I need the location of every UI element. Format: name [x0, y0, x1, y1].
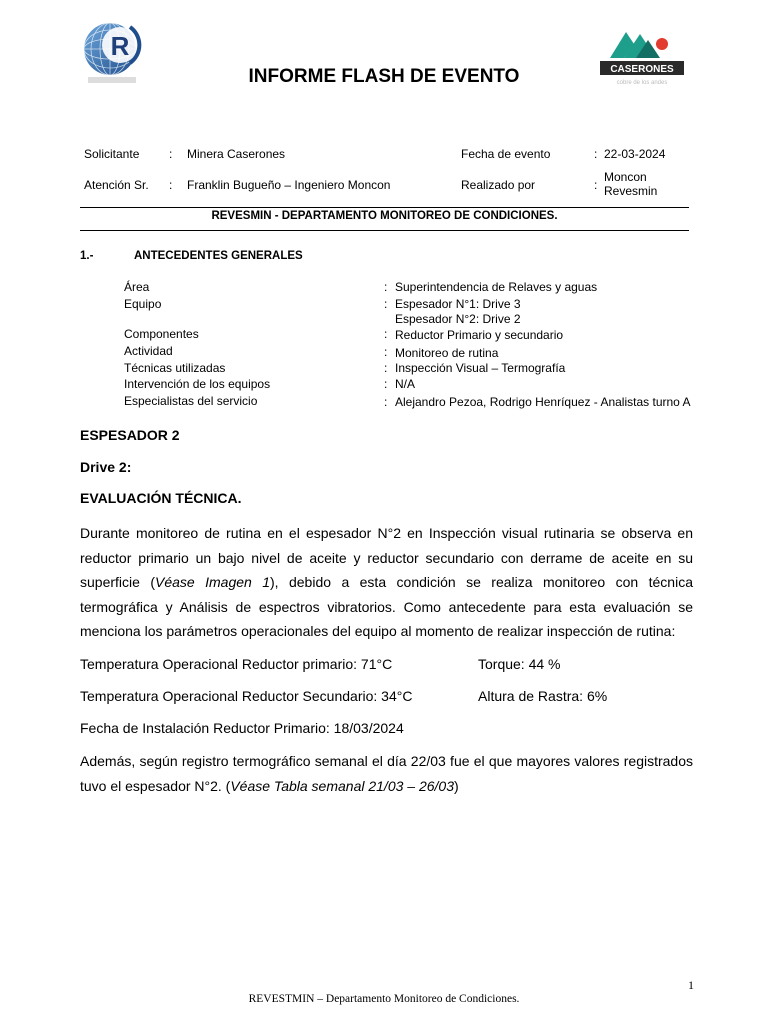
- logo-sub: cobre de los andes: [616, 80, 668, 86]
- colon: :: [594, 178, 598, 192]
- row-label: Técnicas utilizadas: [124, 361, 226, 375]
- colon: :: [384, 361, 388, 375]
- row-value-2: Espesador N°2: Drive 2: [395, 312, 521, 326]
- temp-primario: Temperatura Operacional Reductor primario: 71°C: [80, 656, 393, 672]
- colon: :: [169, 147, 173, 161]
- colon: :: [384, 345, 388, 359]
- colon: :: [384, 377, 388, 391]
- page-number: 1: [688, 978, 694, 992]
- logo-letter: R: [110, 31, 130, 61]
- colon: :: [384, 297, 388, 311]
- row-label: Especialistas del servicio: [124, 394, 258, 408]
- row-value: Espesador N°1: Drive 3: [395, 297, 521, 311]
- thermography-paragraph: [80, 749, 693, 798]
- row-value: N/A: [395, 377, 416, 391]
- fecha-value: 22-03-2024: [604, 147, 666, 161]
- colon: :: [594, 147, 598, 161]
- atencion-label: Atención Sr.: [84, 178, 149, 192]
- realizado-value-1: Moncon: [604, 170, 647, 184]
- paragraph-text: ): [454, 777, 459, 794]
- section-number: 1.-: [80, 250, 94, 262]
- row-value: Superintendencia de Relaves y aguas: [395, 280, 598, 294]
- heading-espesador: ESPESADOR 2: [80, 427, 180, 443]
- footer-text: REVESTMIN – Departamento Monitoreo de Condiciones.: [248, 993, 520, 1005]
- paragraph-text: Además, según registro termográfico semanal el día 22/03 fue el que mayores valores registrados tuvo el espesador N°2. (: [80, 753, 693, 794]
- row-label: Equipo: [124, 297, 162, 311]
- divider-top: [80, 207, 689, 208]
- realizado-value-2: Revesmin: [604, 184, 658, 198]
- colon: :: [384, 327, 388, 341]
- image-reference: Véase Imagen 1: [155, 574, 271, 590]
- temp-secundario: Temperatura Operacional Reductor Secundario: 34°C: [80, 688, 413, 704]
- report-title: INFORME FLASH DE EVENTO: [248, 66, 520, 87]
- colon: :: [384, 280, 388, 294]
- altura-rastra: Altura de Rastra: 6%: [478, 688, 608, 704]
- colon: :: [384, 395, 388, 409]
- solicitante-value: Minera Caserones: [187, 147, 286, 161]
- row-label: Área: [124, 280, 150, 294]
- department-banner: REVESMIN - DEPARTAMENTO MONITOREO DE CONDICIONES.: [211, 210, 558, 222]
- row-value: Monitoreo de rutina: [395, 346, 499, 360]
- section-title: ANTECEDENTES GENERALES: [134, 250, 303, 262]
- row-value: Reductor Primario y secundario: [395, 328, 564, 342]
- row-label: Actividad: [124, 344, 173, 358]
- row-label: Componentes: [124, 327, 199, 341]
- paragraph-text: ), debido a esta condición se realiza monitoreo con técnica termográfica y Análisis de espectros vibratorios. Como antecedente para esta evaluación se menciona los parámetros operacionales del equipo al momento de realizar inspección de rutina:: [80, 574, 693, 639]
- colon: :: [169, 178, 173, 192]
- torque: Torque: 44 %: [478, 656, 561, 672]
- fecha-instalacion: Fecha de Instalación Reductor Primario: 18/03/2024: [80, 720, 404, 736]
- atencion-value: Franklin Bugueño – Ingeniero Moncon: [187, 178, 391, 192]
- row-label: Intervención de los equipos: [124, 377, 271, 391]
- realizado-label: Realizado por: [461, 178, 536, 192]
- divider-bottom: [80, 230, 689, 231]
- evaluation-paragraph: [80, 521, 693, 644]
- row-value: Inspección Visual – Termografía: [395, 361, 566, 375]
- table-reference: Véase Tabla semanal 21/03 – 26/03: [230, 777, 454, 794]
- logo-brand: CASERONES: [610, 64, 674, 75]
- heading-evaluacion: EVALUACIÓN TÉCNICA.: [80, 490, 242, 506]
- fecha-label: Fecha de evento: [461, 147, 551, 161]
- paragraph-text: Durante monitoreo de rutina en el espesador N°2 en Inspección visual rutinaria se observa en reductor primario un bajo nivel de aceite y reductor secundario con derrame de aceite en su superficie (: [80, 525, 693, 590]
- heading-drive: Drive 2:: [80, 459, 132, 475]
- solicitante-label: Solicitante: [84, 147, 140, 161]
- row-value: Alejandro Pezoa, Rodrigo Henríquez - Analistas turno A: [395, 395, 691, 409]
